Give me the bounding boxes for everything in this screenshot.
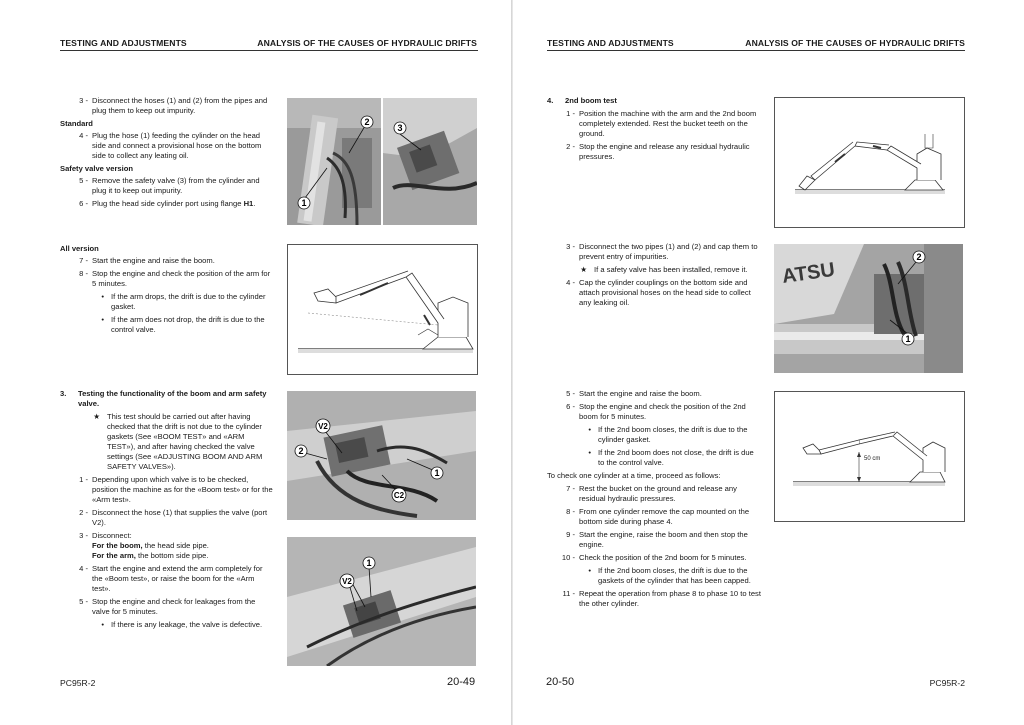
left-sv-step-4: Start the engine and extend the arm completely for the «Boom test», or raise the boom for the «Arm test». (92, 564, 263, 593)
right-bullet-capped: If the 2nd boom closes, the drift is due to the gaskets of the cylinder that has been capped. (598, 566, 751, 585)
all-version-heading: All version (60, 244, 99, 253)
callout-1b: 1 (434, 468, 440, 478)
right-step-8: From one cylinder remove the cap mounted on the bottom side during phase 4. (579, 507, 750, 526)
left-block1-text: 3 - Disconnect the hoses (1) and (2) from the pipes and plug them to keep out impurity. Standard 4 - Plug the hose (1) feeding the cylinder on the head side and connect a provisional hose on the bottom side to collect any leating oil. Safety valve version 5 - Remove the safety valve (3) from the cylinder and plug it to keep out impurity. 6 - Plug the head side cylinder port using flange H1. (60, 96, 274, 212)
drift-label: 50 cm (864, 456, 881, 462)
right-step-9: Start the engine, raise the boom and then stop the engine. (579, 530, 748, 549)
left-header-title: ANALYSIS OF THE CAUSES OF HYDRAULIC DRIFTS (257, 38, 477, 48)
left-step-3: Disconnect the hoses (1) and (2) from the pipes and plug them to keep out impurity. (92, 96, 268, 115)
left-page-number: 20-49 (447, 676, 476, 688)
right-star-note: If a safety valve has been installed, remove it. (594, 265, 748, 274)
photo-valve-port-v2 (287, 391, 476, 520)
right-step-4: Cap the cylinder couplings on the bottom side and attach provisional hoses on the head side to collect any leaking oil. (579, 278, 751, 307)
callout-v2: V2 (318, 422, 328, 431)
right-step-2: Stop the engine and release any residual hydraulic pressures. (579, 142, 750, 161)
callout-r1: 1 (905, 334, 911, 344)
right-header-rule (547, 50, 965, 51)
figure-2nd-boom-extended (774, 97, 965, 228)
left-page (0, 0, 511, 725)
left-sv-step-3-boom: For the boom, the head side pipe. (92, 541, 209, 550)
left-step-7: Start the engine and raise the boom. (92, 256, 215, 265)
left-sv-step-2: Disconnect the hose (1) that supplies the valve (port V2). (92, 508, 268, 527)
photo-boom-cylinder-hoses (287, 98, 381, 225)
right-step-7: Rest the bucket on the ground and release any residual hydraulic pressures. (579, 484, 737, 503)
callout-1c: 1 (366, 558, 372, 568)
left-bullet-arm-not-drop: If the arm does not drop, the drift is due to the control valve. (111, 315, 265, 334)
callout-2b: 2 (298, 446, 304, 456)
left-header-section: TESTING AND ADJUSTMENTS (60, 38, 187, 48)
callout-r2: 2 (916, 252, 922, 262)
photo-2nd-boom-pipes (774, 244, 963, 373)
left-star-note: This test should be carried out after having checked that the drift is not due to the cylinder gaskets (See «BOOM TEST» and «ARM TEST»), and after having checked the valve settings (See «ADJUSTING BOOM AND ARM SAFETY VALVES»). (107, 412, 263, 471)
left-step-5: Remove the safety valve (3) from the cylinder and plug it to keep out impurity. (92, 176, 260, 195)
standard-heading: Standard (60, 119, 93, 128)
left-sv-step-3: Disconnect: (92, 531, 132, 540)
right-block2-text: 3 - Disconnect the two pipes (1) and (2) and cap them to prevent entry of impurities. ★ If a safety valve has been installed, remove it. 4 - Cap the cylinder couplings on the bottom side and attach provisional hoses on the head side to collect any leaking oil. (547, 242, 761, 311)
left-step-8: Stop the engine and check the position of the arm for 5 minutes. (92, 269, 271, 288)
right-step-11: Repeat the operation from phase 8 to phase 10 to test the other cylinder. (579, 589, 761, 608)
safety-valve-test-heading: Testing the functionality of the boom and arm safety valve. (78, 389, 267, 408)
right-page (513, 0, 1024, 725)
brand-lettering: ATSU (780, 258, 837, 288)
left-bullet-leakage: If there is any leakage, the valve is defective. (111, 620, 263, 629)
left-footer-model: PC95R-2 (60, 678, 96, 688)
figure-arm-drift-test (287, 244, 478, 375)
photo-safety-valve (383, 98, 477, 225)
left-block3-text: 3. Testing the functionality of the boom and arm safety valve. ★ This test should be carried out after having checked that the drift is not due to the cylinder gaskets (See «BOOM TEST» and «ARM TEST»), and after having checked the valve settings (See «ADJUSTING BOOM AND ARM SAFETY VALVES»). 1 - Depending upon which valve is to be checked, position the machine as for the «Boom test» or for the «Arm test». 2 - Disconnect the hose (1) that supplies the valve (port V2). 3 - Disconnect: For the boom, the head side pipe. For the arm, the bottom side pipe. 4 - Start the engine and extend the arm completely for the «Boom test», or raise the boom for the «Arm test». 5 - Stop the engine and check for leakages from the valve for 5 minutes. • If there is any leakage, the valve is defective. (60, 389, 273, 629)
left-step-6: Plug the head side cylinder port using flange H1. (92, 199, 256, 208)
callout-3: 3 (397, 123, 403, 133)
right-bullet-closes: If the 2nd boom closes, the drift is due to the cylinder gasket. (598, 425, 748, 444)
second-boom-test-heading: 2nd boom test (565, 96, 617, 105)
right-step-3: Disconnect the two pipes (1) and (2) and cap them to prevent entry of impurities. (579, 242, 758, 261)
left-bullet-arm-drops: If the arm drops, the drift is due to the cylinder gasket. (111, 292, 266, 311)
right-header-section: TESTING AND ADJUSTMENTS (547, 38, 674, 48)
left-sv-step-1: Depending upon which valve is to be checked, position the machine as for the «Boom test» or for the «Arm test». (92, 475, 273, 504)
right-header-title: ANALYSIS OF THE CAUSES OF HYDRAULIC DRIFTS (745, 38, 965, 48)
right-step-1: Position the machine with the arm and the 2nd boom completely extended. Rest the bucket teeth on the ground. (579, 109, 757, 138)
right-bullet-not-close: If the 2nd boom does not close, the drift is due to the control valve. (598, 448, 754, 467)
safety-valve-heading: Safety valve version (60, 164, 134, 173)
left-block2-text: All version 7 - Start the engine and raise the boom. 8 - Stop the engine and check the position of the arm for 5 minutes. • If the arm drops, the drift is due to the cylinder gasket. • If the arm does not drop, the drift is due to the control valve. (60, 242, 274, 338)
right-step-10: Check the position of the 2nd boom for 5 minutes. (579, 553, 747, 562)
callout-v2b: V2 (342, 577, 352, 586)
photo-arm-valve (287, 537, 476, 666)
left-step-4: Plug the hose (1) feeding the cylinder on the head side and connect a provisional hose on the bottom side to collect any leating oil. (92, 131, 262, 160)
figure-2nd-boom-drift (774, 391, 965, 522)
right-intro-one-cylinder: To check one cylinder at a time, proceed as follows: (547, 471, 721, 480)
right-block1-text: 4. 2nd boom test 1 - Position the machine with the arm and the 2nd boom completely extended. Rest the bucket teeth on the ground. 2 - Stop the engine and release any residual hydraulic pressures. (547, 96, 761, 165)
right-block3-text: 5 - Start the engine and raise the boom. 6 - Stop the engine and check the position of the 2nd boom for 5 minutes. • If the 2nd boom closes, the drift is due to the cylinder gasket. • If the 2nd boom does not close, the drift is due to the control valve. To check one cylinder at a time, proceed as follows: 7 - Rest the bucket on the ground and release any residual hydraulic pressures. 8 - From one cylinder remove the cap mounted on the bottom side during phase 4. 9 - Start the engine, raise the boom and then stop the engine. 10 - Check the position of the 2nd boom for 5 minutes. • If the 2nd boom closes, the drift is due to the gaskets of the cylinder that has been capped. 11 - Repeat the operation from phase 8 to phase 10 to test the other cylinder. (547, 389, 761, 608)
right-step-6: Stop the engine and check the position of the 2nd boom for 5 minutes. (579, 402, 746, 421)
right-page-number: 20-50 (546, 676, 575, 688)
right-step-5: Start the engine and raise the boom. (579, 389, 702, 398)
callout-2: 2 (364, 117, 370, 127)
left-sv-step-5: Stop the engine and check for leakages from the valve for 5 minutes. (92, 597, 256, 616)
callout-c2: C2 (393, 491, 405, 500)
callout-1: 1 (301, 198, 307, 208)
right-footer-model: PC95R-2 (929, 678, 965, 688)
left-sv-step-3-arm: For the arm, the bottom side pipe. (92, 551, 209, 560)
left-header-rule (60, 50, 478, 51)
